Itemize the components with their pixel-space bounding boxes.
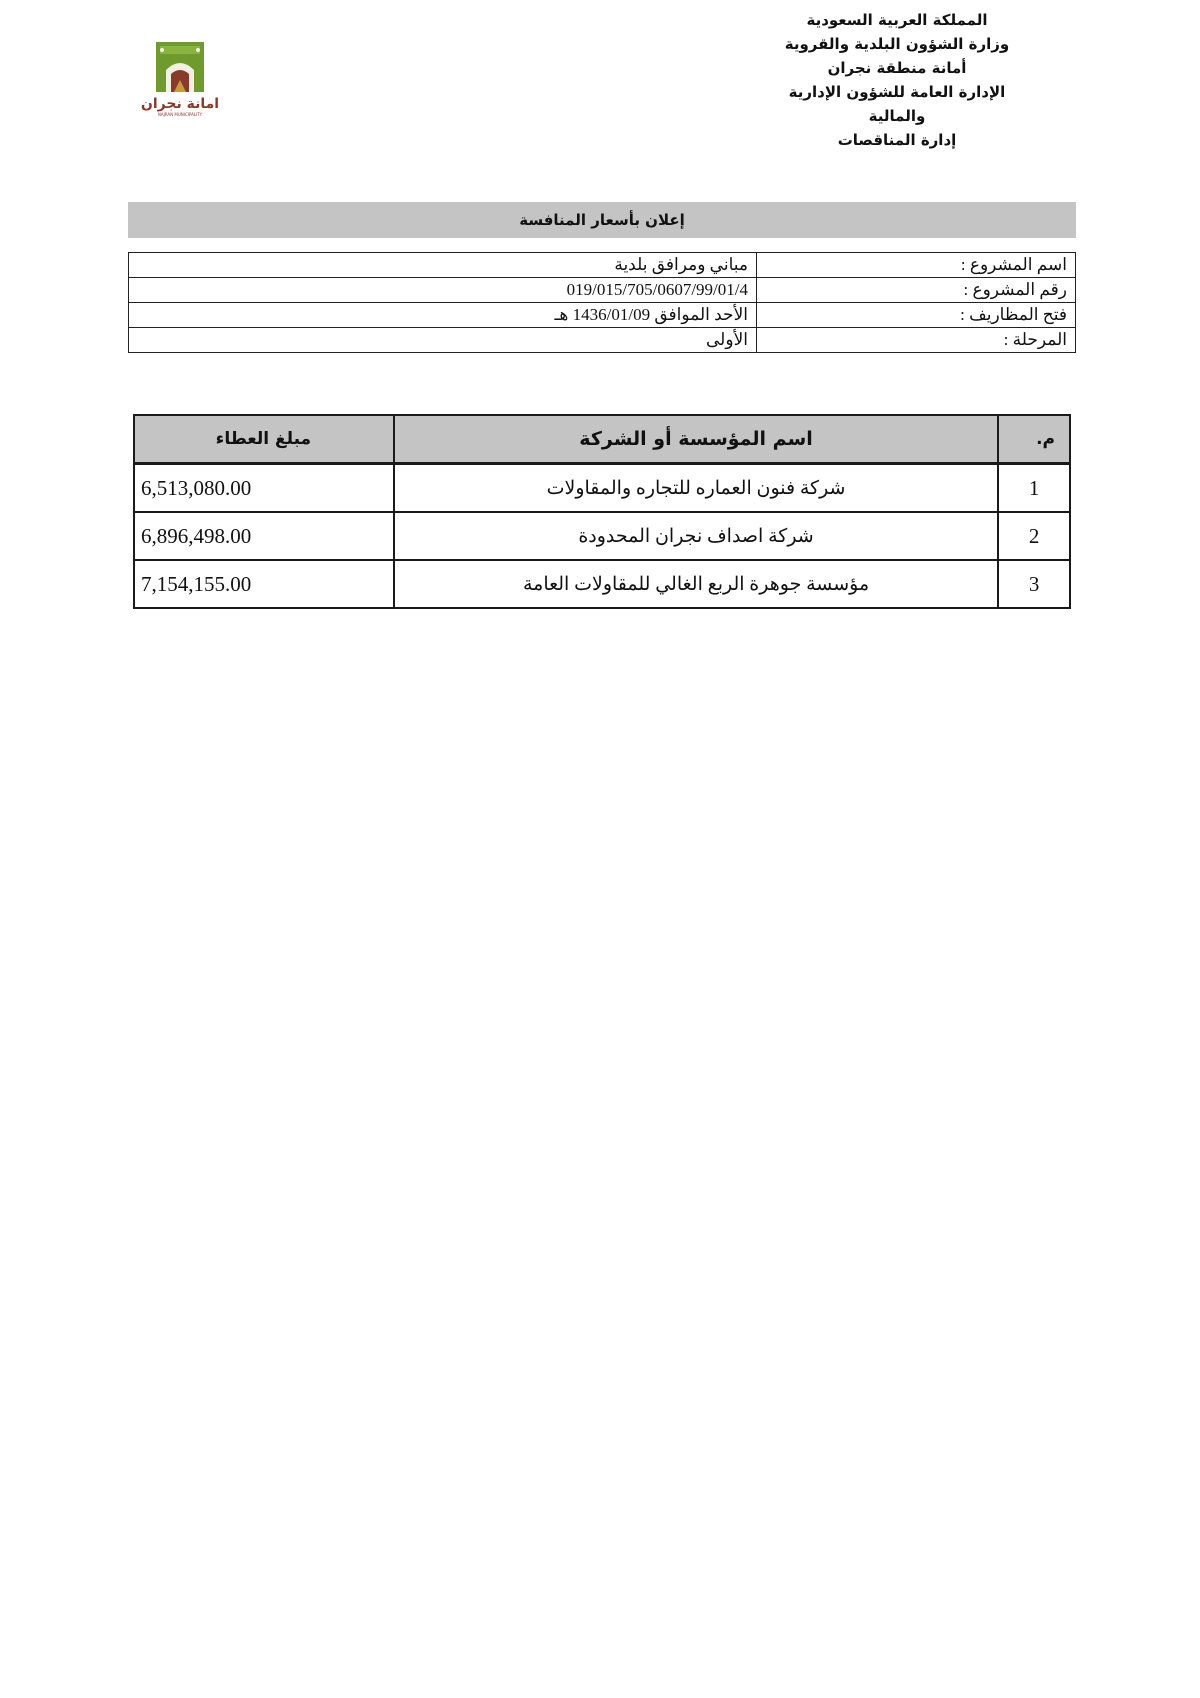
- bid-amount: 6,896,498.00: [134, 512, 394, 560]
- letterhead-line-kingdom: المملكة العربية السعودية: [806, 11, 988, 29]
- project-number-label: رقم المشروع :: [757, 278, 1076, 303]
- project-info-row: [129, 278, 1076, 303]
- letterhead-line-department: الإدارة العامة للشؤون الإدارية: [788, 83, 1006, 101]
- bid-company-name: شركة فنون العماره للتجاره والمقاولات: [394, 464, 999, 513]
- stage-label: المرحلة :: [757, 328, 1076, 353]
- project-info-row: [129, 253, 1076, 278]
- project-name-value: مباني ومرافق بلدية: [129, 253, 757, 278]
- bid-number: 3: [998, 560, 1070, 608]
- letterhead-line-tenders: إدارة المناقصات: [837, 131, 957, 149]
- svg-text:NAJRAN MUNICIPALITY: NAJRAN MUNICIPALITY: [157, 112, 203, 117]
- envelope-opening-label: فتح المظاريف :: [757, 303, 1076, 328]
- letterhead-line-department-cont: والمالية: [868, 107, 926, 125]
- bid-company-name: شركة اصداف نجران المحدودة: [394, 512, 999, 560]
- table-row: [134, 464, 1070, 513]
- project-number-value: 019/015/705/0607/99/01/4: [129, 278, 757, 303]
- letterhead-line-municipality: أمانة منطقة نجران: [827, 59, 967, 77]
- project-name-label: اسم المشروع :: [757, 253, 1076, 278]
- najran-municipality-logo: [138, 38, 228, 118]
- table-row: [134, 560, 1070, 608]
- bid-amount: 7,154,155.00: [134, 560, 394, 608]
- announcement-title: إعلان بأسعار المنافسة: [519, 211, 685, 229]
- letterhead-line-ministry: وزارة الشؤون البلدية والقروية: [784, 35, 1010, 53]
- column-header-number: م.: [998, 415, 1070, 464]
- column-header-company: اسم المؤسسة أو الشركة: [394, 415, 999, 464]
- announcement-title-bar: [128, 202, 1076, 238]
- bid-company-name: مؤسسة جوهرة الربع الغالي للمقاولات العامة: [394, 560, 999, 608]
- project-info-row: [129, 303, 1076, 328]
- table-row: [134, 512, 1070, 560]
- svg-text:امانة نجران: امانة نجران: [140, 96, 220, 112]
- bids-table: [133, 414, 1071, 609]
- project-info-row: [129, 328, 1076, 353]
- bid-number: 1: [998, 464, 1070, 513]
- stage-value: الأولى: [129, 328, 757, 353]
- letterhead: [772, 8, 1022, 152]
- bids-header-row: [134, 415, 1070, 464]
- bid-amount: 6,513,080.00: [134, 464, 394, 513]
- envelope-opening-value: الأحد الموافق 1436/01/09 هـ: [129, 303, 757, 328]
- column-header-amount: مبلغ العطاء: [134, 415, 394, 464]
- bid-number: 2: [998, 512, 1070, 560]
- project-info-table: [128, 252, 1076, 353]
